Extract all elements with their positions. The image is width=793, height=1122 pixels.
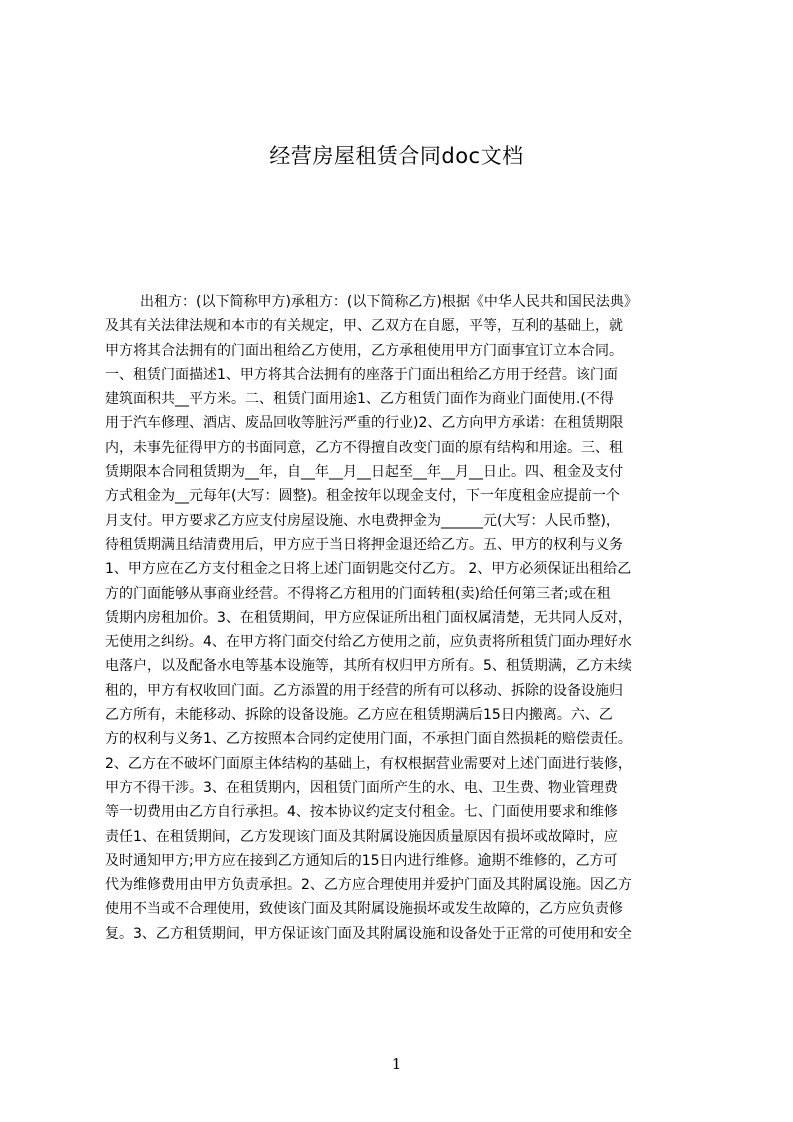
text-line: 使用不当或不合理使用，致使该门面及其附属设施损坏或发生故障的，乙方应负责修 (105, 901, 623, 918)
text-line: 方的权利与义务1、乙方按照本合同约定使用门面，不承担门面自然损耗的赔偿责任。 (105, 731, 632, 748)
text-line: 建筑面积共__平方米。二、租赁门面用途1、乙方租赁门面作为商业门面使用.(不得 (105, 391, 614, 408)
text-line: 赁期限本合同租赁期为__年，自__年__月__日起至__年__月__日止。四、租金及支付 (105, 464, 623, 481)
text-line: 一、租赁门面描述1、甲方将其合法拥有的座落于门面出租给乙方用于经营。该门面 (105, 366, 618, 383)
document-body (105, 290, 695, 1012)
text-line: 1、甲方应在乙方支付租金之日将上述门面钥匙交付乙方。 2、甲方必须保证出租给乙 (105, 561, 632, 578)
text-line: 及其有关法律法规和本市的有关规定，甲、乙双方在自愿，平等，互利的基础上，就 (105, 318, 623, 335)
text-line: 代为维修费用由甲方负责承担。2、乙方应合理使用并爱护门面及其附属设施。因乙方 (105, 877, 632, 894)
text-line: 无使用之纠纷。4、在甲方将门面交付给乙方使用之前，应负责将所租赁门面办理好水 (105, 634, 632, 651)
text-line: 乙方所有，未能移动、拆除的设备设施。乙方应在租赁期满后15日内搬离。六、乙 (105, 707, 613, 724)
text-line: 方的门面能够从事商业经营。不得将乙方租用的门面转租(卖)给任何第三者;或在租 (105, 585, 611, 602)
text-line: 等一切费用由乙方自行承担。4、按本协议约定支付租金。七、门面使用要求和维修 (105, 804, 618, 821)
text-line: 2、乙方在不破坏门面原主体结构的基础上，有权根据营业需要对上述门面进行装修， (105, 755, 632, 772)
text-line: 复。3、乙方租赁期间，甲方保证该门面及其附属设施和设备处于正常的可使用和安全 (105, 925, 632, 942)
text-line: 赁期内房租加价。3、在租赁期间，甲方应保证所出租门面权属清楚，无共同人反对， (105, 609, 632, 626)
text-line: 用于汽车修理、酒店、废品回收等脏污严重的行业)2、乙方向甲方承诺：在租赁期限 (105, 415, 624, 432)
text-line: 月支付。甲方要求乙方应支付房屋设施、水电费押金为______元(大写：人民币整)， (105, 512, 620, 529)
text-line: 及时通知甲方;甲方应在接到乙方通知后的15日内进行维修。逾期不维修的，乙方可 (105, 852, 618, 869)
text-line: 内，未事先征得甲方的书面同意，乙方不得擅自改变门面的原有结构和用途。三、租 (105, 439, 623, 456)
document-title: 经营房屋租赁合同doc文档 (269, 144, 524, 168)
text-line: 电落户，以及配备水电等基本设施等，其所有权归甲方所有。5、租赁期满，乙方未续 (105, 658, 632, 675)
text-line: 方式租金为__元每年(大写：圆整)。租金按年以现金支付，下一年度租金应提前一个 (105, 488, 620, 505)
text-line: 待租赁期满且结清费用后，甲方应于当日将押金退还给乙方。五、甲方的权利与义务 (105, 536, 623, 553)
text-line: 责任1、在租赁期间，乙方发现该门面及其附属设施因质量原因有损坏或故障时，应 (105, 828, 618, 845)
text-line: 出租方：(以下简称甲方)承租方：(以下简称乙方)根据《中华人民共和国民法典》 (140, 294, 638, 310)
text-line: 租的，甲方有权收回门面。乙方添置的用于经营的所有可以移动、拆除的设备设施归 (105, 682, 623, 699)
page-number: 1 (391, 1055, 402, 1073)
text-line: 甲方不得干涉。3、在租赁期内，因租赁门面所产生的水、电、卫生费、物业管理费 (105, 779, 618, 796)
text-line: 甲方将其合法拥有的门面出租给乙方使用，乙方承租使用甲方门面事宜订立本合同。 (105, 342, 623, 359)
